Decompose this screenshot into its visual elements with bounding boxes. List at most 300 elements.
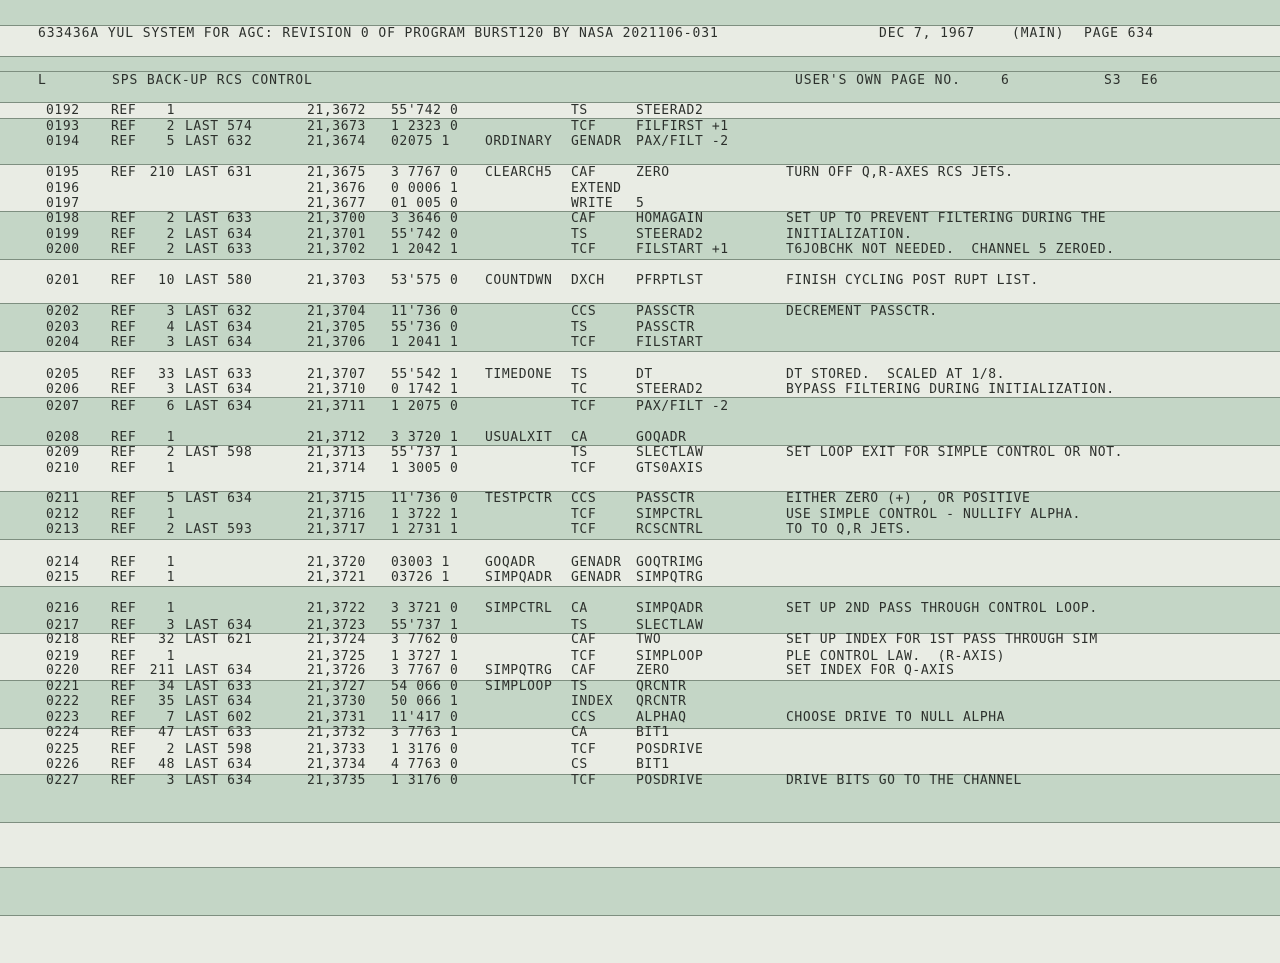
ref-count: 1 [166, 570, 175, 585]
ref-tag: REF [111, 227, 137, 242]
green-band [0, 0, 1280, 25]
operand: FILFIRST +1 [636, 119, 729, 134]
ref-tag: REF [111, 367, 137, 382]
octal-code: 3 3721 0 [391, 601, 459, 616]
ref-count: 5 [166, 134, 175, 149]
address: 21,3704 [307, 304, 366, 319]
ref-count: 2 [166, 227, 175, 242]
comment: FINISH CYCLING POST RUPT LIST. [786, 273, 1039, 288]
operand: TWO [636, 632, 662, 647]
octal-code: 1 3176 0 [391, 773, 459, 788]
address: 21,3702 [307, 242, 366, 257]
ref-count: 4 [166, 320, 175, 335]
operand: BIT1 [636, 725, 670, 740]
octal-code: 01 005 0 [391, 196, 459, 211]
ref-tag: REF [111, 445, 137, 460]
opcode: TS [571, 618, 588, 633]
ref-tag: REF [111, 242, 137, 257]
comment: SET UP TO PREVENT FILTERING DURING THE [786, 211, 1107, 226]
address: 21,3722 [307, 601, 366, 616]
address: 21,3674 [307, 134, 366, 149]
ref-count: 3 [166, 335, 175, 350]
line-number: 0211 [46, 491, 80, 506]
line-number: 0225 [46, 742, 80, 757]
address: 21,3713 [307, 445, 366, 460]
ref-count: 2 [166, 445, 175, 460]
address: 21,3727 [307, 679, 366, 694]
octal-code: 3 7763 1 [391, 725, 459, 740]
operand: PASSCTR [636, 491, 695, 506]
opcode: CAF [571, 165, 597, 180]
opcode: TCF [571, 773, 597, 788]
address: 21,3706 [307, 335, 366, 350]
listing-row [0, 743, 1280, 758]
ref-count: 1 [166, 430, 175, 445]
octal-code: 55'737 1 [391, 618, 459, 633]
line-number: 0193 [46, 119, 80, 134]
operand: DT [636, 367, 653, 382]
comment: DRIVE BITS GO TO THE CHANNEL [786, 773, 1022, 788]
ref-tag: REF [111, 570, 137, 585]
listing-row [0, 135, 1280, 150]
header-date: DEC 7, 1967 [879, 26, 975, 41]
opcode: TCF [571, 507, 597, 522]
band-rule [0, 867, 1280, 868]
octal-code: 55'742 0 [391, 227, 459, 242]
octal-code: 3 7767 0 [391, 663, 459, 678]
last-ref: LAST 634 [185, 382, 253, 397]
symbol-label: SIMPCTRL [485, 601, 553, 616]
opcode: TCF [571, 399, 597, 414]
ref-count: 1 [166, 649, 175, 664]
octal-code: 1 3727 1 [391, 649, 459, 664]
opcode: TCF [571, 119, 597, 134]
line-number: 0196 [46, 181, 80, 196]
line-number: 0201 [46, 273, 80, 288]
operand: QRCNTR [636, 694, 687, 709]
octal-code: 4 7763 0 [391, 757, 459, 772]
operand: POSDRIVE [636, 773, 704, 788]
opcode: TCF [571, 649, 597, 664]
last-ref: LAST 598 [185, 445, 253, 460]
users-page-number: 6 [1001, 73, 1010, 88]
opcode: CAF [571, 663, 597, 678]
last-ref: LAST 634 [185, 757, 253, 772]
ref-count: 6 [166, 399, 175, 414]
address: 21,3714 [307, 461, 366, 476]
octal-code: 1 2075 0 [391, 399, 459, 414]
ref-count: 1 [166, 103, 175, 118]
listing-row [0, 431, 1280, 446]
octal-code: 1 2042 1 [391, 242, 459, 257]
opcode: TCF [571, 742, 597, 757]
line-number: 0217 [46, 618, 80, 633]
ref-tag: REF [111, 649, 137, 664]
opcode: TCF [571, 461, 597, 476]
listing-row [0, 680, 1280, 695]
octal-code: 54 066 0 [391, 679, 459, 694]
listing-row [0, 446, 1280, 461]
ref-count: 1 [166, 507, 175, 522]
symbol-label: COUNTDWN [485, 273, 553, 288]
ref-tag: REF [111, 663, 137, 678]
ref-tag: REF [111, 430, 137, 445]
ref-tag: REF [111, 773, 137, 788]
line-number: 0198 [46, 211, 80, 226]
operand: PAX/FILT -2 [636, 134, 729, 149]
comment: USE SIMPLE CONTROL - NULLIFY ALPHA. [786, 507, 1081, 522]
octal-code: 1 2041 1 [391, 335, 459, 350]
octal-code: 3 7767 0 [391, 165, 459, 180]
line-number: 0207 [46, 399, 80, 414]
octal-code: 55'737 1 [391, 445, 459, 460]
ref-count: 10 [158, 273, 175, 288]
operand: SIMPLOOP [636, 649, 704, 664]
line-number: 0210 [46, 461, 80, 476]
ref-tag: REF [111, 399, 137, 414]
address: 21,3735 [307, 773, 366, 788]
listing-row [0, 336, 1280, 351]
operand: PAX/FILT -2 [636, 399, 729, 414]
e-code: E6 [1141, 73, 1159, 88]
listing-row [0, 711, 1280, 726]
operand: SIMPCTRL [636, 507, 704, 522]
line-number: 0218 [46, 632, 80, 647]
symbol-label: TESTPCTR [485, 491, 553, 506]
opcode: CAF [571, 632, 597, 647]
operand: PFRPTLST [636, 273, 704, 288]
ref-tag: REF [111, 134, 137, 149]
last-ref: LAST 632 [185, 134, 253, 149]
last-ref: LAST 633 [185, 725, 253, 740]
address: 21,3701 [307, 227, 366, 242]
line-number: 0192 [46, 103, 80, 118]
ref-tag: REF [111, 103, 137, 118]
address: 21,3676 [307, 181, 366, 196]
opcode: TS [571, 320, 588, 335]
symbol-label: TIMEDONE [485, 367, 553, 382]
octal-code: 3 3646 0 [391, 211, 459, 226]
last-ref: LAST 593 [185, 522, 253, 537]
comment: DT STORED. SCALED AT 1/8. [786, 367, 1006, 382]
line-number: 0220 [46, 663, 80, 678]
listing-row [0, 508, 1280, 523]
line-number: 0212 [46, 507, 80, 522]
last-ref: LAST 634 [185, 335, 253, 350]
header-main-tag: (MAIN) [1012, 26, 1065, 41]
opcode: TCF [571, 522, 597, 537]
ref-count: 2 [166, 211, 175, 226]
last-ref: LAST 634 [185, 694, 253, 709]
ref-count: 3 [166, 618, 175, 633]
line-number: 0215 [46, 570, 80, 585]
octal-code: 11'417 0 [391, 710, 459, 725]
ref-tag: REF [111, 119, 137, 134]
listing-row [0, 400, 1280, 415]
operand: QRCNTR [636, 679, 687, 694]
last-ref: LAST 580 [185, 273, 253, 288]
address: 21,3707 [307, 367, 366, 382]
octal-code: 53'575 0 [391, 273, 459, 288]
comment: CHOOSE DRIVE TO NULL ALPHA [786, 710, 1006, 725]
listing-row [0, 664, 1280, 679]
last-ref: LAST 634 [185, 399, 253, 414]
octal-code: 3 7762 0 [391, 632, 459, 647]
octal-code: 03726 1 [391, 570, 450, 585]
listing-row [0, 197, 1280, 212]
listing-row [0, 602, 1280, 617]
line-number: 0203 [46, 320, 80, 335]
band-rule [0, 539, 1280, 540]
header-page-number: PAGE 634 [1084, 26, 1154, 41]
header-marker: L [38, 73, 47, 88]
ref-count: 3 [166, 304, 175, 319]
comment: INITIALIZATION. [786, 227, 913, 242]
operand: PASSCTR [636, 320, 695, 335]
listing-row [0, 274, 1280, 289]
operand: HOMAGAIN [636, 211, 704, 226]
listing-row [0, 228, 1280, 243]
octal-code: 55'742 0 [391, 103, 459, 118]
last-ref: LAST 632 [185, 304, 253, 319]
band-rule [0, 822, 1280, 823]
ref-tag: REF [111, 742, 137, 757]
ref-count: 34 [158, 679, 175, 694]
green-band [0, 867, 1280, 915]
address: 21,3712 [307, 430, 366, 445]
ref-count: 3 [166, 382, 175, 397]
comment: TO TO Q,R JETS. [786, 522, 913, 537]
opcode: GENADR [571, 134, 622, 149]
ref-count: 1 [166, 601, 175, 616]
line-number: 0200 [46, 242, 80, 257]
listing-row [0, 166, 1280, 181]
ref-tag: REF [111, 273, 137, 288]
line-number: 0226 [46, 757, 80, 772]
listing-row [0, 243, 1280, 258]
address: 21,3715 [307, 491, 366, 506]
ref-count: 211 [149, 663, 175, 678]
operand: ZERO [636, 663, 670, 678]
opcode: CA [571, 430, 588, 445]
octal-code: 1 2323 0 [391, 119, 459, 134]
ref-tag: REF [111, 304, 137, 319]
listing-row [0, 104, 1280, 119]
address: 21,3700 [307, 211, 366, 226]
ref-tag: REF [111, 382, 137, 397]
symbol-label: ORDINARY [485, 134, 553, 149]
octal-code: 11'736 0 [391, 304, 459, 319]
octal-code: 03003 1 [391, 555, 450, 570]
ref-tag: REF [111, 757, 137, 772]
address: 21,3710 [307, 382, 366, 397]
comment: SET INDEX FOR Q-AXIS [786, 663, 955, 678]
line-number: 0221 [46, 679, 80, 694]
opcode: TS [571, 227, 588, 242]
section-title: SPS BACK-UP RCS CONTROL [112, 73, 313, 88]
band-rule [0, 56, 1280, 57]
octal-code: 3 3720 1 [391, 430, 459, 445]
ref-count: 2 [166, 242, 175, 257]
listing-row [0, 695, 1280, 710]
operand: POSDRIVE [636, 742, 704, 757]
octal-code: 1 3176 0 [391, 742, 459, 757]
operand: SIMPQADR [636, 601, 704, 616]
ref-tag: REF [111, 320, 137, 335]
comment: SET UP INDEX FOR 1ST PASS THROUGH SIM [786, 632, 1098, 647]
ref-count: 47 [158, 725, 175, 740]
ref-tag: REF [111, 679, 137, 694]
operand: FILSTART +1 [636, 242, 729, 257]
last-ref: LAST 602 [185, 710, 253, 725]
address: 21,3723 [307, 618, 366, 633]
line-number: 0206 [46, 382, 80, 397]
line-number: 0213 [46, 522, 80, 537]
ref-tag: REF [111, 522, 137, 537]
last-ref: LAST 633 [185, 367, 253, 382]
opcode: GENADR [571, 555, 622, 570]
opcode: CAF [571, 211, 597, 226]
last-ref: LAST 634 [185, 491, 253, 506]
opcode: CCS [571, 304, 597, 319]
listing-row [0, 492, 1280, 507]
band-rule [0, 71, 1280, 72]
operand: STEERAD2 [636, 382, 704, 397]
address: 21,3703 [307, 273, 366, 288]
octal-code: 50 066 1 [391, 694, 459, 709]
comment: T6JOBCHK NOT NEEDED. CHANNEL 5 ZEROED. [786, 242, 1115, 257]
ref-count: 33 [158, 367, 175, 382]
comment: PLE CONTROL LAW. (R-AXIS) [786, 649, 1006, 664]
octal-code: 1 3722 1 [391, 507, 459, 522]
users-page-label: USER'S OWN PAGE NO. [795, 73, 961, 88]
listing-row [0, 120, 1280, 135]
ref-tag: REF [111, 710, 137, 725]
ref-tag: REF [111, 601, 137, 616]
symbol-label: USUALXIT [485, 430, 553, 445]
line-number: 0209 [46, 445, 80, 460]
ref-count: 1 [166, 555, 175, 570]
operand: STEERAD2 [636, 103, 704, 118]
ref-tag: REF [111, 618, 137, 633]
listing-row [0, 571, 1280, 586]
operand: SLECTLAW [636, 445, 704, 460]
listing-row [0, 368, 1280, 383]
ref-tag: REF [111, 461, 137, 476]
ref-tag: REF [111, 555, 137, 570]
operand: BIT1 [636, 757, 670, 772]
line-number: 0195 [46, 165, 80, 180]
ref-count: 3 [166, 773, 175, 788]
last-ref: LAST 631 [185, 165, 253, 180]
address: 21,3726 [307, 663, 366, 678]
address: 21,3677 [307, 196, 366, 211]
address: 21,3717 [307, 522, 366, 537]
line-number: 0214 [46, 555, 80, 570]
operand: GOQADR [636, 430, 687, 445]
line-number: 0219 [46, 649, 80, 664]
symbol-label: GOQADR [485, 555, 536, 570]
ref-tag: REF [111, 632, 137, 647]
opcode: TCF [571, 335, 597, 350]
operand: GOQTRIMG [636, 555, 704, 570]
address: 21,3705 [307, 320, 366, 335]
listing-row [0, 321, 1280, 336]
last-ref: LAST 633 [185, 211, 253, 226]
line-number: 0204 [46, 335, 80, 350]
last-ref: LAST 633 [185, 242, 253, 257]
address: 21,3730 [307, 694, 366, 709]
opcode: GENADR [571, 570, 622, 585]
octal-code: 1 2731 1 [391, 522, 459, 537]
address: 21,3731 [307, 710, 366, 725]
operand: RCSCNTRL [636, 522, 704, 537]
symbol-label: SIMPQTRG [485, 663, 553, 678]
octal-code: 55'736 0 [391, 320, 459, 335]
line-number: 0199 [46, 227, 80, 242]
listing-row [0, 462, 1280, 477]
last-ref: LAST 621 [185, 632, 253, 647]
line-number: 0223 [46, 710, 80, 725]
octal-code: 1 3005 0 [391, 461, 459, 476]
comment: DECREMENT PASSCTR. [786, 304, 938, 319]
band-rule [0, 915, 1280, 916]
opcode: TS [571, 445, 588, 460]
last-ref: LAST 634 [185, 618, 253, 633]
operand: PASSCTR [636, 304, 695, 319]
address: 21,3734 [307, 757, 366, 772]
operand: 5 [636, 196, 645, 211]
ref-count: 2 [166, 119, 175, 134]
line-number: 0197 [46, 196, 80, 211]
symbol-label: SIMPQADR [485, 570, 553, 585]
line-number: 0208 [46, 430, 80, 445]
listing-row [0, 305, 1280, 320]
address: 21,3721 [307, 570, 366, 585]
address: 21,3675 [307, 165, 366, 180]
ref-count: 1 [166, 461, 175, 476]
ref-tag: REF [111, 491, 137, 506]
opcode: EXTEND [571, 181, 622, 196]
operand: ALPHAQ [636, 710, 687, 725]
operand: ZERO [636, 165, 670, 180]
ref-tag: REF [111, 165, 137, 180]
opcode: TCF [571, 242, 597, 257]
last-ref: LAST 634 [185, 663, 253, 678]
octal-code: 11'736 0 [391, 491, 459, 506]
address: 21,3725 [307, 649, 366, 664]
ref-count: 2 [166, 522, 175, 537]
ref-tag: REF [111, 507, 137, 522]
opcode: DXCH [571, 273, 605, 288]
ref-count: 48 [158, 757, 175, 772]
operand: SIMPQTRG [636, 570, 704, 585]
octal-code: 55'542 1 [391, 367, 459, 382]
ref-count: 32 [158, 632, 175, 647]
listing-row [0, 182, 1280, 197]
address: 21,3711 [307, 399, 366, 414]
opcode: CS [571, 757, 588, 772]
ref-count: 5 [166, 491, 175, 506]
line-number: 0224 [46, 725, 80, 740]
opcode: TC [571, 382, 588, 397]
address: 21,3720 [307, 555, 366, 570]
octal-code: 0 1742 1 [391, 382, 459, 397]
operand: GTS0AXIS [636, 461, 704, 476]
octal-code: 0 0006 1 [391, 181, 459, 196]
band-rule [0, 351, 1280, 352]
last-ref: LAST 634 [185, 773, 253, 788]
